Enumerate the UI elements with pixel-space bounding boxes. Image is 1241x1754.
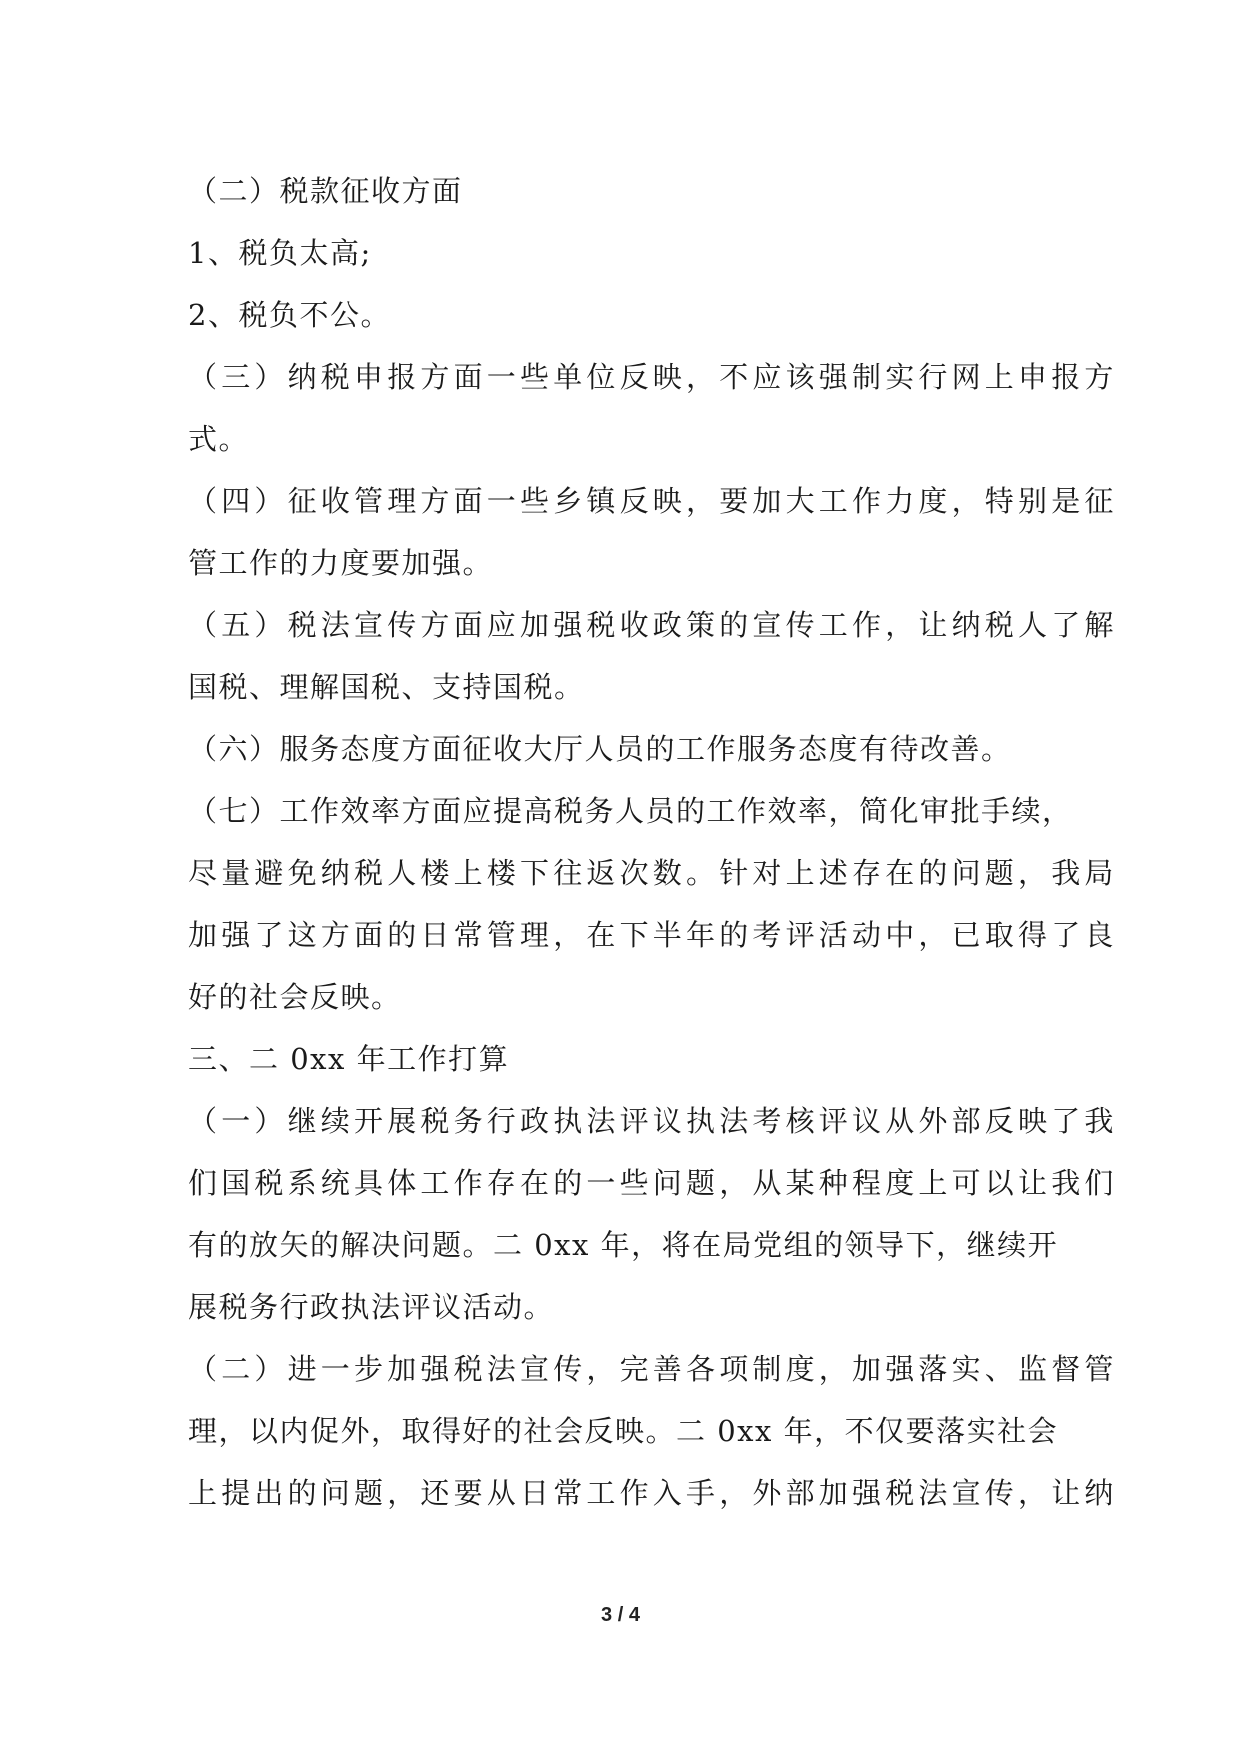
paragraph-line: （三）纳税申报方面一些单位反映，不应该强制实行网上申报方: [188, 360, 1118, 394]
paragraph-line: （五）税法宣传方面应加强税收政策的宣传工作，让纳税人了解: [188, 608, 1118, 642]
paragraph-line: 展税务行政执法评议活动。: [188, 1290, 555, 1324]
paragraph-line: 好的社会反映。: [188, 980, 402, 1014]
paragraph-line: 们国税系统具体工作存在的一些问题，从某种程度上可以让我们: [188, 1166, 1118, 1200]
paragraph-line: 理，以内促外，取得好的社会反映。二 0xx 年，不仅要落实社会: [188, 1414, 1059, 1448]
paragraph-line: （六）服务态度方面征收大厅人员的工作服务态度有待改善。: [188, 732, 1012, 766]
section-heading-work-plan: 三、二 0xx 年工作打算: [188, 1042, 510, 1076]
list-item: 2、税负不公。: [188, 298, 391, 332]
paragraph-line: 管工作的力度要加强。: [188, 546, 494, 580]
document-body: [188, 160, 1118, 1524]
paragraph-line: 有的放矢的解决问题。二 0xx 年，将在局党组的领导下，继续开: [188, 1228, 1059, 1262]
paragraph-line: 上提出的问题，还要从日常工作入手，外部加强税法宣传，让纳: [188, 1476, 1118, 1510]
section-heading-tax-collection: （二）税款征收方面: [188, 174, 463, 208]
paragraph-line: （四）征收管理方面一些乡镇反映，要加大工作力度，特别是征: [188, 484, 1118, 518]
paragraph-line: （一）继续开展税务行政执法评议执法考核评议从外部反映了我: [188, 1104, 1118, 1138]
paragraph-line: 国税、理解国税、支持国税。: [188, 670, 585, 704]
paragraph-line: 式。: [188, 422, 250, 456]
paragraph-line: （七）工作效率方面应提高税务人员的工作效率，简化审批手续，: [188, 794, 1073, 828]
list-item: 1、税负太高;: [188, 236, 372, 270]
paragraph-line: （二）进一步加强税法宣传，完善各项制度，加强落实、监督管: [188, 1352, 1118, 1386]
paragraph-line: 加强了这方面的日常管理，在下半年的考评活动中，已取得了良: [188, 918, 1118, 952]
page-number: 3 / 4: [601, 1604, 640, 1626]
paragraph-line: 尽量避免纳税人楼上楼下往返次数。针对上述存在的问题，我局: [188, 856, 1118, 890]
